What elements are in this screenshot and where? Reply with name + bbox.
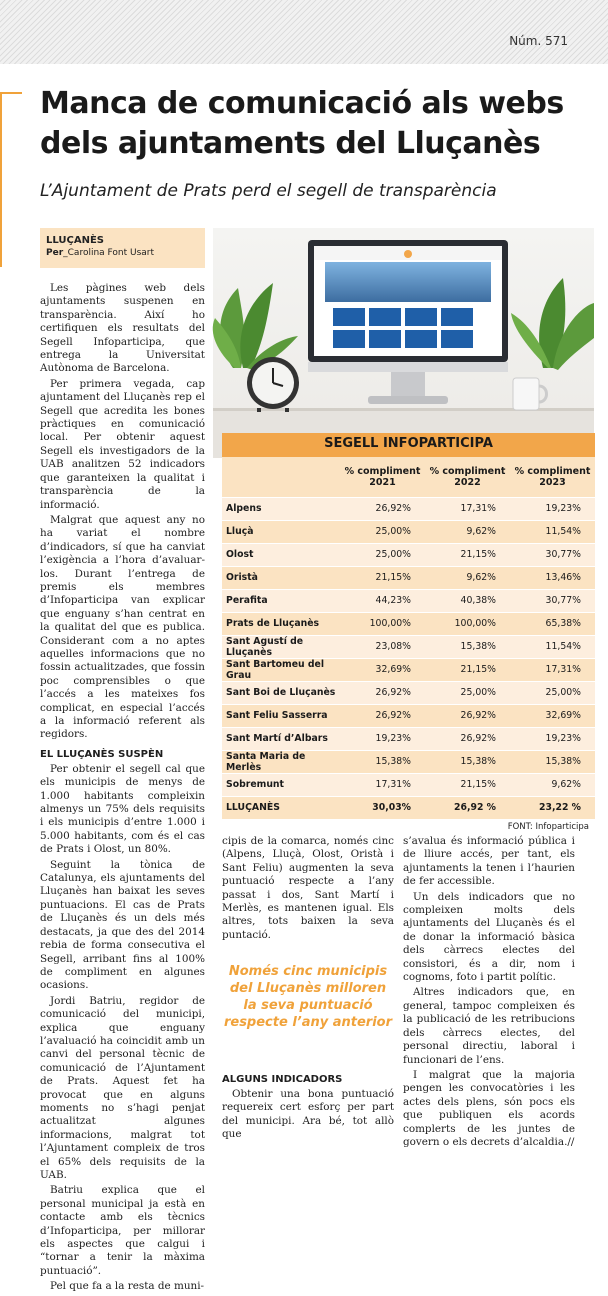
value-cell: 30,77% [510,589,595,612]
subtitle: L’Ajuntament de Prats perd el segell de transparència [40,181,497,201]
author-name: _Carolina Font Usart [63,248,155,258]
value-cell: 11,54% [510,520,595,543]
paragraph: Per obtenir el segell cal que els municipis de menys de 1.000 habitants compleixin almenys un 75% dels requisits i els municipis d’entre 1.000 i 5.000 habitants, com és el cas de Prats i Olost, un 80%. [40,762,205,856]
paragraph: Pel que fa a la resta de muni- [50,1280,205,1293]
top-stripe [0,0,608,64]
value-cell: 15,38% [425,635,510,658]
table-row [222,566,595,589]
municipality-cell: Olost [222,543,340,566]
plant-right-icon [511,278,594,370]
value-cell: 25,00% [340,520,425,543]
paragraph: s’avalua és informació pública i de lliure accés, per tant, els ajuntaments la tenen i l’haurien de fer accessible. [403,835,575,888]
byline-author [46,247,199,260]
table-row [222,589,595,612]
byline-place: LLUÇANÈS [46,235,104,246]
municipality-cell: Lluçà [222,520,340,543]
table-row [222,612,595,635]
article-photo [213,228,594,458]
table-body [222,497,595,819]
value-cell: 23,08% [340,635,425,658]
table-header-row [222,457,595,497]
total-value-cell: 23,22 % [510,796,595,819]
value-cell: 25,00% [340,543,425,566]
table-row [222,520,595,543]
table-row [222,543,595,566]
paragraph: Malgrat que aquest any no ha variat el nombre d’indicadors, sí que ha canviat l’exigència a l’hora d’avaluar-los. Durant l’entrega de premis els membres d’Infoparticipa van explicar que enguany s’han centrat en la qualitat del que es publica. Considerant com a no aptes aquelles informacions que no fossin actualitzades, que fossin poc comprensibles o que l’accés a les mateixes fos complicat, en especial l’accés a la informació referent als regidors. [40,513,205,741]
author-prefix: Per [46,248,64,258]
value-cell: 15,38% [425,750,510,773]
issue-number: Núm. 571 [509,34,568,48]
headline: Manca de comunicació als webs dels ajuntaments del Lluçanès [40,86,564,161]
paragraph: Altres indicadors que, en general, tampoc compleixen és la publicació de les retribucions dels càrrecs electes, del personal directiu, laboral i funcionari de l’ens. [403,986,575,1066]
value-cell: 26,92% [340,704,425,727]
municipality-cell: Sant Boi de Lluçanès [222,681,340,704]
municipality-cell: Santa Maria de Merlès [222,750,340,773]
value-cell: 100,00% [425,612,510,635]
column-3 [403,835,575,1151]
table-row [222,773,595,796]
value-cell: 26,92% [340,497,425,520]
paragraph: Les pàgines web dels ajuntaments suspenen en transparència. Així ho certifiquen els resultats del Segell Infoparticipa, que entrega la Universitat Autònoma de Barcelona. [40,282,205,375]
value-cell: 17,31% [425,497,510,520]
municipality-cell: Sant Martí d’Albars [222,727,340,750]
byline [40,228,205,268]
infoparticipa-table [222,433,595,834]
value-cell: 19,23% [510,727,595,750]
value-cell: 40,38% [425,589,510,612]
accent-bar [0,92,22,94]
total-label-cell: LLUÇANÈS [222,796,340,819]
accent-line [0,92,2,267]
value-cell: 15,38% [510,750,595,773]
value-cell: 21,15% [340,566,425,589]
value-cell: 19,23% [340,727,425,750]
table-row [222,704,595,727]
data-table [222,457,595,820]
paragraph: Per primera vegada, cap ajuntament del Lluçanès rep el Segell que acredita les bones pràctiques en comunicació local. Per obtenir aquest Segell els investigadors de la UAB analitzen 52 indicadors que garanteixen la qualitat i transparència de la informació. [40,377,205,511]
value-cell: 17,31% [340,773,425,796]
table-row [222,497,595,520]
total-value-cell: 30,03% [340,796,425,819]
header-2022: % compliment 2022 [425,457,510,497]
header-2023: % compliment 2023 [510,457,595,497]
table-row [222,727,595,750]
paragraph: Jordi Batriu, regidor de comunicació del municipi, explica que enguany l’avaluació ha coincidit amb un canvi del personal tècnic de comunicació de l’Ajuntament de Prats. Aquest fet ha provocat que en alguns moments no s’hagi penjat actualitzat algunes informacions, malgrat tot l’Ajuntament compleix de tros el 65% dels requisits de la UAB. [40,994,205,1181]
value-cell: 17,31% [510,658,595,681]
table-total-row [222,796,595,819]
plant-left-icon [213,283,298,370]
value-cell: 21,15% [425,658,510,681]
value-cell: 65,38% [510,612,595,635]
value-cell: 19,23% [510,497,595,520]
total-value-cell: 26,92 % [425,796,510,819]
table-title: SEGELL INFOPARTICIPA [222,433,595,457]
paragraph: Obtenir una bona puntuació requereix cert esforç per part del municipi. Ara bé, tot allò que [222,1088,394,1141]
value-cell: 11,54% [510,635,595,658]
column-1 [40,282,205,1296]
municipality-cell: Sant Agustí de Lluçanès [222,635,340,658]
value-cell: 25,00% [510,681,595,704]
municipality-cell: Sobremunt [222,773,340,796]
table-source: FONT: Infoparticipa [507,821,589,832]
computer-desk-illustration [213,228,594,458]
paragraph: Seguint la tònica de Catalunya, els ajuntaments del Lluçanès han baixat les seves puntuacions. El cas de Prats de Lluçanès és un dels més destacats, ja que des del 2014 rebia de forma consecutiva el Segell, arribant fins al 100% de compliment en algunes ocasions. [40,858,205,992]
pull-quote: Només cinc municipis del Lluçanès milloren la seva puntuació respecte l’any anterior [223,964,393,1030]
value-cell: 9,62% [425,520,510,543]
value-cell: 13,46% [510,566,595,589]
paragraph: cipis de la comarca, només cinc (Alpens, Lluçà, Olost, Oristà i Sant Feliu) augmenten la seva puntuació respecte a l’any passat i dos, Sant Martí i Merlès, es mantenen igual. Els altres, tots baixen la seva puntació. [222,835,394,941]
column-2 [222,835,394,944]
municipality-cell: Alpens [222,497,340,520]
paragraph: I malgrat que la majoria pengen les convocatòries i les actes dels plens, són pocs els que publiquen els acords complerts de les juntes de govern o els decrets d’alcaldia.// [403,1068,575,1148]
clock-icon [247,357,299,412]
municipality-cell: Oristà [222,566,340,589]
municipality-cell: Sant Feliu Sasserra [222,704,340,727]
value-cell: 26,92% [425,727,510,750]
table-row [222,658,595,681]
value-cell: 30,77% [510,543,595,566]
municipality-cell: Sant Bartomeu del Grau [222,658,340,681]
value-cell: 44,23% [340,589,425,612]
value-cell: 9,62% [425,566,510,589]
table-row [222,635,595,658]
paragraph: Batriu explica que el personal municipal ja està en contacte amb els tècnics d’Infoparticipa, per millorar els aspectes que calgui i “tornar a tenir la màxima puntuació”. [40,1184,205,1277]
value-cell: 25,00% [425,681,510,704]
value-cell: 26,92% [340,681,425,704]
municipality-cell: Prats de Lluçanès [222,612,340,635]
column-2b [222,1073,394,1144]
cup-icon [513,378,547,410]
municipality-cell: Perafita [222,589,340,612]
value-cell: 32,69% [510,704,595,727]
table-row [222,750,595,773]
value-cell: 32,69% [340,658,425,681]
table-row [222,681,595,704]
header-municipality [222,457,340,497]
header-2021: % compliment 2021 [340,457,425,497]
value-cell: 15,38% [340,750,425,773]
value-cell: 100,00% [340,612,425,635]
value-cell: 21,15% [425,543,510,566]
value-cell: 21,15% [425,773,510,796]
value-cell: 9,62% [510,773,595,796]
value-cell: 26,92% [425,704,510,727]
paragraph: Un dels indicadors que no compleixen molts dels ajuntaments del Lluçanès és el de donar la informació bàsica dels càrrecs electes del consistori, és a dir, nom i cognoms, foto i partit polític. [403,890,575,984]
section-title: EL LLUÇANÈS SUSPÈN [40,748,164,760]
section-title: ALGUNS INDICADORS [222,1074,343,1085]
